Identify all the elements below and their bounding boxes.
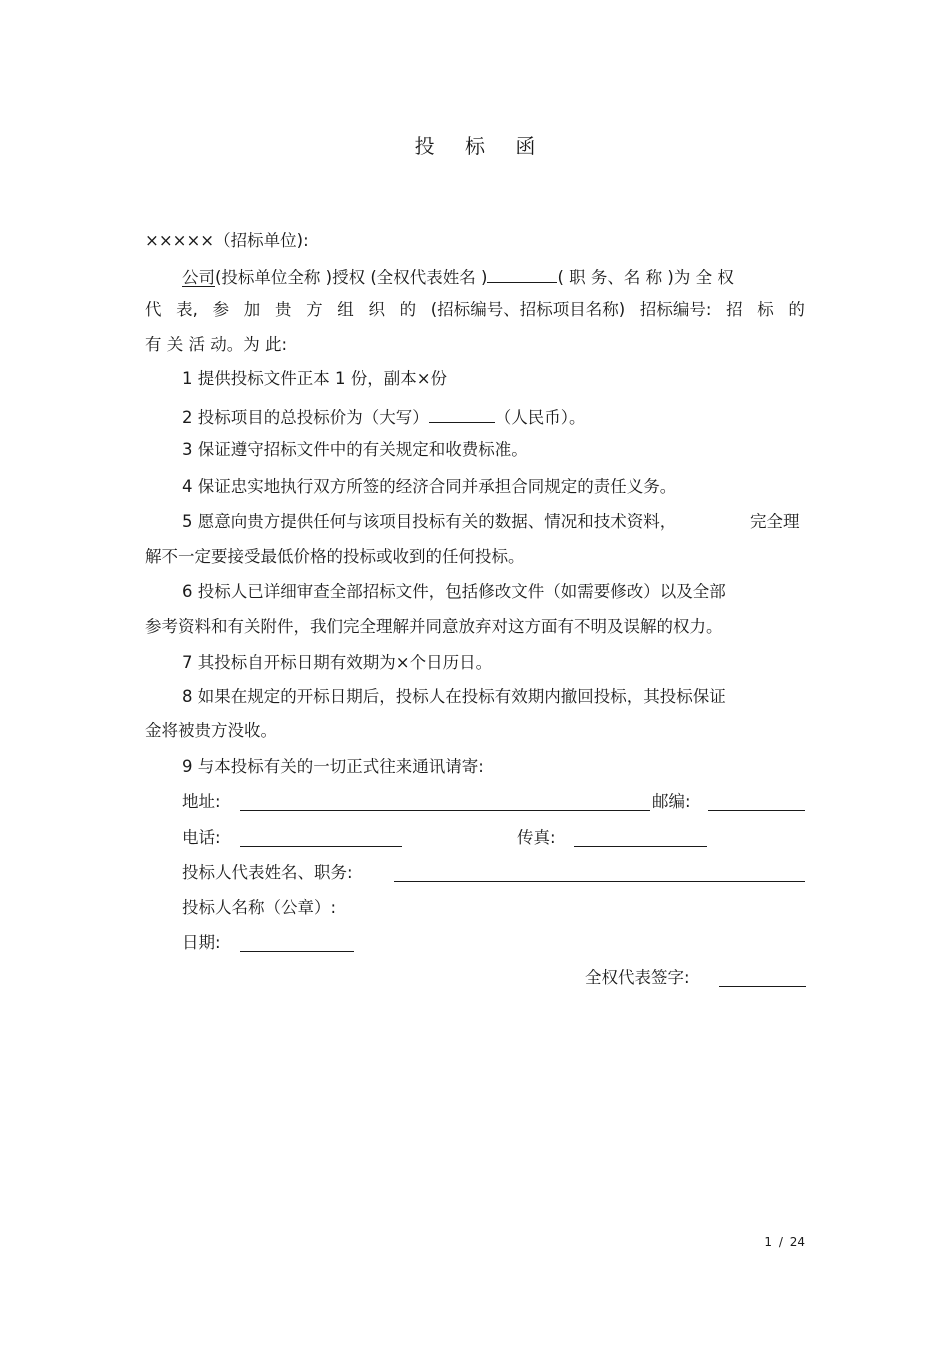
para1-word: 组 <box>337 300 354 319</box>
item-2-currency: （人民币）。 <box>494 408 586 427</box>
item-5-line1-end: 完全理 <box>750 512 800 531</box>
rep-name-label: 投标人代表姓名、职务: <box>182 863 353 882</box>
item-3: 3 保证遵守招标文件中的有关规定和收费标准。 <box>182 440 528 459</box>
item-4: 4 保证忠实地执行双方所签的经济合同并承担合同规定的责任义务。 <box>182 477 677 496</box>
phone-field <box>240 846 402 847</box>
address-label: 地址: <box>182 792 221 811</box>
rep-name-field <box>394 881 805 882</box>
date-field <box>240 951 354 952</box>
signature-label: 全权代表签字: <box>585 968 690 987</box>
para1-line2 <box>145 299 805 321</box>
phone-label: 电话: <box>182 828 221 847</box>
fax-label: 传真: <box>517 828 556 847</box>
document-title: 投 标 函 <box>414 134 548 158</box>
item-8-line2: 金将被贵方没收。 <box>145 721 277 740</box>
signature-field <box>719 986 806 987</box>
item-6-line1: 6 投标人已详细审查全部招标文件，包括修改文件（如需要修改）以及全部 <box>182 582 726 601</box>
para1-line3: 有 关 活 动。为 此: <box>145 335 288 354</box>
para1-word: 贵 <box>274 300 292 319</box>
para1-word: 招 <box>726 300 743 319</box>
item-7: 7 其投标自开标日期有效期为×个日历日。 <box>182 653 493 672</box>
para1-word: 加 <box>243 300 261 319</box>
para1-word: 参 <box>212 300 230 319</box>
item-1: 1 提供投标文件正本 1 份，副本×份 <box>182 369 448 388</box>
page-number: 1 / 24 <box>764 1235 805 1249</box>
item-8-line1: 8 如果在规定的开标日期后，投标人在投标有效期内撤回投标，其投标保证 <box>182 687 726 706</box>
postcode-field <box>708 810 805 811</box>
para1-line1-a: (投标单位全称 )授权 (全权代表姓名 ) <box>215 268 488 287</box>
para1-word: 的 <box>399 300 417 319</box>
address-field <box>240 810 650 811</box>
item-5-line1: 5 愿意向贵方提供任何与该项目投标有关的数据、情况和技术资料， <box>182 512 677 531</box>
bidder-name-label: 投标人名称（公章）: <box>182 898 337 917</box>
para1-line1-b: ( 职 务、名 称 )为 全 权 <box>557 268 734 287</box>
item-2-text: 2 投标项目的总投标价为（大写） <box>182 408 429 427</box>
para1-word: 招标编号: <box>639 300 712 319</box>
para1-word: (招标编号、招标项目名称) <box>430 300 626 319</box>
company-text: 公司 <box>182 268 215 287</box>
postcode-label: 邮编: <box>652 792 691 811</box>
para1-word: 标 <box>757 300 774 319</box>
para1-word: 方 <box>306 300 323 319</box>
position-blank <box>487 264 557 283</box>
para1-line1 <box>182 264 734 289</box>
date-label: 日期: <box>182 933 221 952</box>
recipient-line: ×××××（招标单位): <box>145 231 309 250</box>
item-6-line2: 参考资料和有关附件，我们完全理解并同意放弃对这方面有不明及误解的权力。 <box>145 617 723 636</box>
para1-word: 的 <box>788 300 805 319</box>
para1-word: 织 <box>368 300 385 319</box>
total-price-blank <box>429 404 495 423</box>
item-2 <box>182 404 586 429</box>
para1-word: 表, <box>176 300 198 319</box>
para1-word: 代 <box>145 300 162 319</box>
item-5-line2: 解不一定要接受最低价格的投标或收到的任何投标。 <box>145 547 525 566</box>
item-9: 9 与本投标有关的一切正式往来通讯请寄: <box>182 757 484 776</box>
fax-field <box>574 846 707 847</box>
